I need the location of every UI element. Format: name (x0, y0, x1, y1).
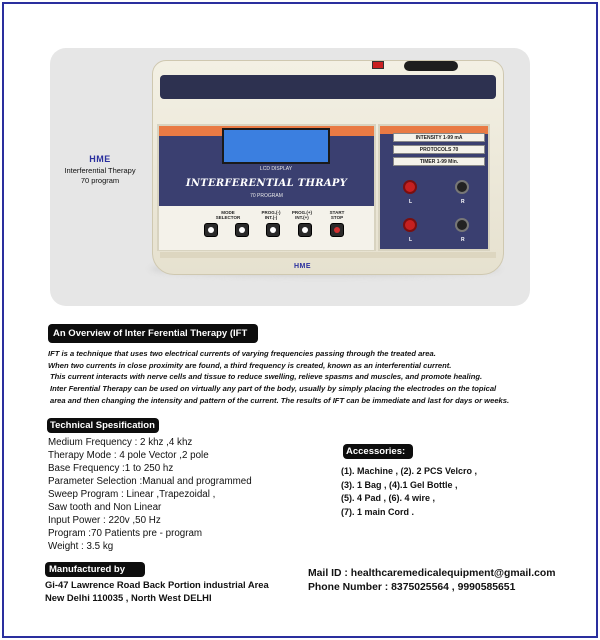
button-label: PROG.(-) INT.(-) (261, 210, 281, 220)
manufacturer-heading: Manufactured by (45, 562, 145, 577)
mode-selector-button (204, 223, 218, 237)
spec-line: Therapy Mode : 4 pole Vector ,2 pole (48, 450, 209, 461)
spec-line: Program :70 Patients pre - program (48, 528, 203, 539)
technical-heading: Technical Spesification (47, 418, 159, 433)
accessory-line: (1). Machine , (2). 2 PCS Velcro , (341, 466, 478, 476)
socket-label: L (409, 199, 413, 205)
lcd-label: LCD DISPLAY (259, 166, 293, 172)
spec-line: Base Frequency :1 to 250 hz (48, 463, 174, 474)
phone-number: Phone Number : 8375025564 , 9990585651 (308, 582, 516, 593)
overview-heading: An Overview of Inter Ferential Therapy (IFT (48, 324, 258, 343)
spec-intensity: INTENSITY 1-99 mA (393, 133, 485, 142)
spec-line: Saw tooth and Non Linear (48, 502, 162, 513)
manufacturer-address: Gi-47 Lawrence Road Back Portion industrial Area New Delhi 110035 , North West DELHI (45, 579, 269, 603)
technical-spec-list (48, 436, 288, 553)
socket-black-1 (455, 180, 469, 194)
contact-info (308, 567, 593, 595)
spec-line: Input Power : 220v ,50 Hz (48, 515, 161, 526)
device-top-strip (160, 75, 496, 99)
socket-red-2 (403, 218, 417, 232)
button-label: PROG.(+) INT.(+) (291, 210, 313, 220)
socket-label: R (461, 237, 465, 243)
socket-label: L (409, 237, 413, 243)
device-title: INTERFERENTIAL THRAPY (185, 178, 348, 189)
prog-int-minus-button (266, 223, 280, 237)
accessory-line: (5). 4 Pad , (6). 4 wire , (341, 493, 436, 503)
spec-line: Sweep Program : Linear ,Trapezoidal , (48, 489, 216, 500)
product-caption: Interferential Therapy 70 program (64, 166, 136, 185)
cable-port (404, 61, 458, 71)
power-switch (372, 61, 384, 69)
device-front-strip (160, 252, 496, 258)
spec-line: Parameter Selection :Manual and programmed (48, 476, 252, 487)
spec-protocols: PROTOCOLS 70 (393, 145, 485, 154)
accessory-line: (7). 1 main Cord . (341, 506, 415, 517)
spec-line: Weight : 3.5 kg (48, 541, 114, 552)
accessories-heading: Accessories: (343, 444, 413, 459)
button-label: START STOP (329, 210, 345, 220)
socket-black-2 (455, 218, 469, 232)
accessories-list (341, 465, 541, 519)
device-front-logo: HME (294, 263, 312, 270)
spec-line: Medium Frequency : 2 khz ,4 khz (48, 437, 193, 448)
mode-button-2 (235, 223, 249, 237)
socket-red-1 (403, 180, 417, 194)
start-stop-button (330, 223, 344, 237)
brand-logo: HME (89, 154, 111, 164)
accessory-line: (3). 1 Bag , (4).1 Gel Bottle , (341, 479, 458, 490)
output-panel (378, 124, 490, 251)
socket-label: R (461, 199, 465, 205)
overview-text: IFT is a technique that uses two electrical currents of varying frequencies passing through the treated area. When two currents in close proximity are found, a third frequency is created, known as an interferential current. This current interacts with nerve cells and tissue to reduce swelling, relieve spasms and muscles, and promote healing. Inter Ferential Therapy can be used on virtually any part of the body, usually by simply placing the electrodes on the topical area and then changing the intensity and pattern of the current. The results of IFT can be immediate and last for days or weeks. (48, 349, 510, 405)
prog-int-plus-button (298, 223, 312, 237)
spec-timer: TIMER 1-99 Min. (393, 157, 485, 166)
button-label: MODE SELECTOR (215, 210, 241, 220)
lcd-screen (222, 128, 330, 164)
mail-id: Mail ID : healthcaremedicalequipment@gmail.com (308, 568, 556, 579)
device-program-label: 70 PROGRAM (250, 193, 283, 199)
